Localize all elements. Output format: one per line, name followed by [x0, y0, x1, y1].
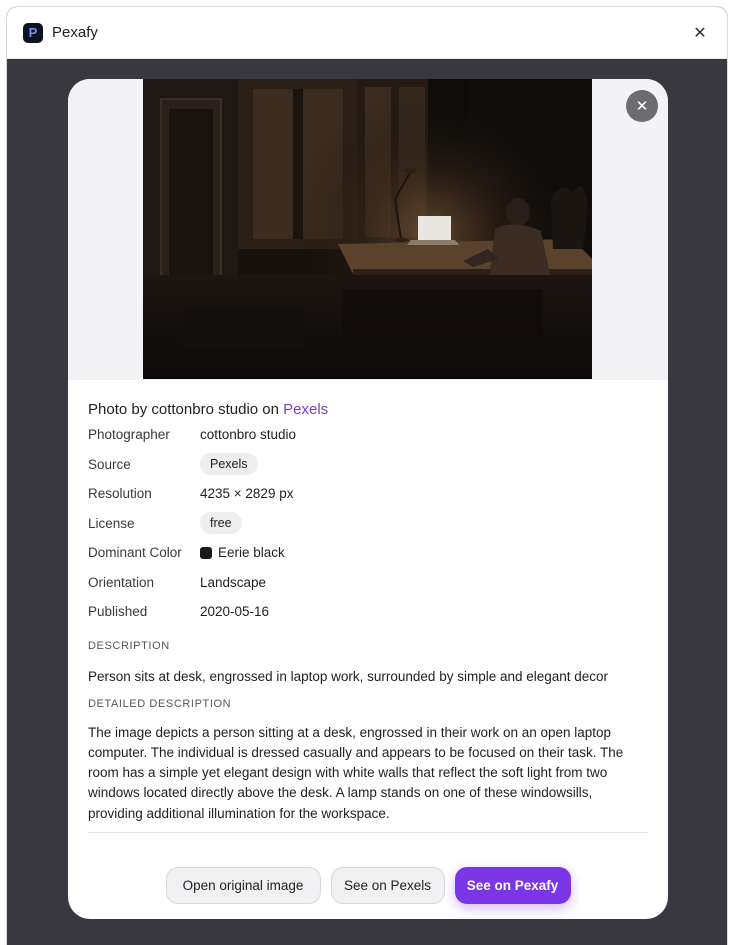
meta-row-source	[88, 450, 648, 480]
photo-hero	[68, 79, 668, 380]
published-label: Published	[88, 604, 148, 620]
divider	[88, 832, 648, 833]
meta-row-license	[88, 509, 648, 539]
see-on-pexafy-button[interactable]: See on Pexafy	[455, 867, 571, 904]
action-bar	[68, 867, 668, 904]
open-original-button[interactable]: Open original image	[166, 867, 321, 904]
description-heading: DESCRIPTION	[88, 639, 170, 652]
photo-image	[143, 79, 592, 379]
source-label: Source	[88, 456, 131, 472]
app-logo-icon: P	[23, 23, 43, 43]
detailed-description-heading: DETAILED DESCRIPTION	[88, 697, 232, 710]
app-window	[7, 7, 727, 945]
photographer-label: Photographer	[88, 427, 170, 443]
photo-details	[88, 380, 648, 833]
title-bar	[7, 7, 727, 59]
window-close-icon[interactable]: ✕	[693, 24, 707, 42]
source-chip: Pexels	[200, 453, 258, 475]
photographer-value: cottonbro studio	[200, 427, 297, 443]
resolution-value: 4235 × 2829 px	[200, 486, 294, 502]
resolution-label: Resolution	[88, 486, 152, 502]
photo-heading	[88, 400, 648, 420]
meta-row-photographer	[88, 420, 648, 450]
meta-row-orientation	[88, 568, 648, 598]
modal-close-icon[interactable]: ✕	[626, 90, 658, 122]
description-text: Person sits at desk, engrossed in laptop work, surrounded by simple and elegant decor	[88, 668, 609, 684]
orientation-label: Orientation	[88, 574, 155, 590]
license-label: License	[88, 515, 135, 531]
color-swatch	[200, 547, 212, 559]
meta-row-resolution	[88, 479, 648, 509]
meta-row-dominant-color	[88, 538, 648, 568]
detailed-description-text: The image depicts a person sitting at a desk, engrossed in their work on an open laptop computer. The individual is dressed casually and appears to be focused on their task. The room has a simple yet elegant design with white walls that reflect the soft light from two windows located directly above the desk. A lamp stands on one of these windowsills, providing additional illumination for the workspace.	[88, 724, 624, 821]
dominant-color-value: Eerie black	[218, 545, 285, 561]
pexels-link[interactable]: Pexels	[283, 401, 329, 418]
see-on-pexels-button[interactable]: See on Pexels	[331, 867, 445, 904]
published-value: 2020-05-16	[200, 604, 270, 620]
photo-detail-modal	[68, 79, 668, 919]
heading-text: Photo by cottonbro studio on	[88, 401, 284, 418]
app-title: Pexafy	[52, 24, 98, 41]
license-chip: free	[200, 512, 242, 534]
orientation-value: Landscape	[200, 574, 267, 590]
meta-row-published	[88, 597, 648, 627]
dominant-color-label: Dominant Color	[88, 545, 182, 561]
